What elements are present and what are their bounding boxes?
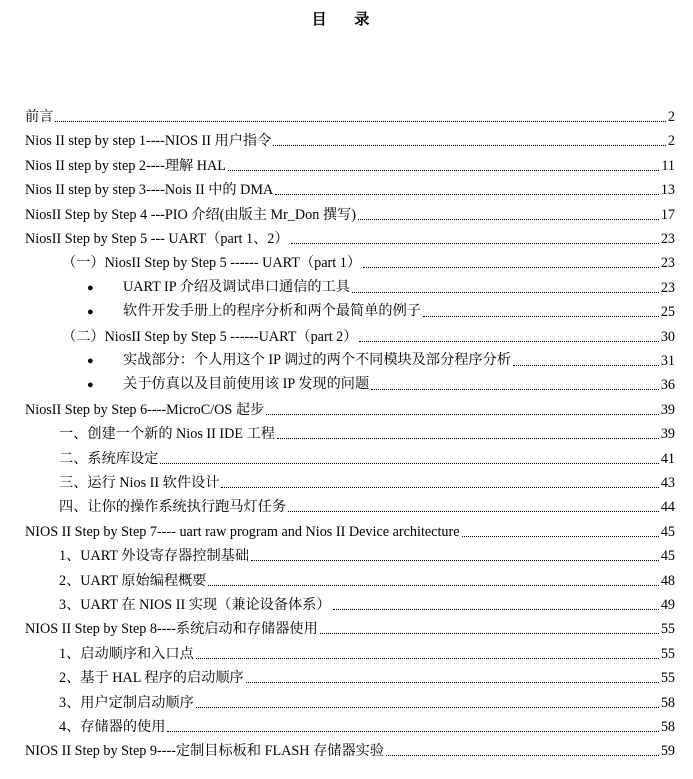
dot-leader: [160, 463, 658, 464]
toc-entry-label: [25, 742, 384, 760]
toc-entry-text: （二）NiosII Step by Step 5 ------UART（part 2）: [62, 328, 358, 345]
toc-entry-text: 1、启动顺序和入口点: [59, 645, 194, 662]
dot-leader: [291, 243, 659, 244]
toc-entry-label: [62, 328, 357, 346]
toc-entry-label: [25, 401, 264, 419]
toc-entry-page-number: 59: [660, 743, 675, 760]
dot-leader: [359, 341, 658, 342]
toc-entry-label: [25, 108, 53, 126]
toc-entry[interactable]: [0, 395, 675, 419]
toc-entry-label: [59, 547, 249, 565]
toc-entry-label: [59, 596, 331, 614]
toc-entry[interactable]: [0, 468, 675, 492]
toc-entry[interactable]: [0, 492, 675, 516]
toc-entry-label: [87, 278, 350, 297]
toc-entry[interactable]: [0, 126, 675, 150]
toc-entry-page-number: 58: [660, 719, 675, 735]
toc-entry-text: 4、存储器的使用: [59, 719, 166, 735]
toc-entry-text: Nios II step by step 1----NIOS II 用户指令: [25, 133, 272, 150]
toc-entry-page-number: 45: [660, 523, 675, 540]
dot-leader: [358, 219, 659, 220]
toc-entry[interactable]: [0, 102, 675, 126]
toc-entry-label: [25, 132, 271, 150]
dot-leader: [196, 707, 659, 708]
toc-entry-page-number: 2: [667, 133, 675, 150]
toc-entry-text: UART IP 介绍及调试串口通信的工具: [123, 278, 350, 295]
toc-entry[interactable]: [0, 175, 675, 199]
dot-leader: [246, 682, 659, 683]
toc-entry-label: [59, 425, 275, 443]
toc-entry[interactable]: [0, 200, 675, 224]
toc-entry-label: [25, 206, 356, 224]
dot-leader: [386, 755, 659, 756]
dot-leader: [333, 609, 659, 610]
bullet-icon: ●: [87, 355, 94, 367]
bullet-icon: ●: [87, 306, 94, 319]
toc-entry-text: 1、UART 外设寄存器控制基础: [59, 548, 250, 565]
toc-entry[interactable]: [0, 736, 675, 760]
toc-entry[interactable]: [0, 224, 675, 248]
toc-entry-page-number: 48: [660, 572, 675, 589]
toc-entry-text: 四、让你的操作系统执行跑马灯任务: [59, 499, 287, 516]
dot-leader: [423, 316, 659, 317]
toc-entry-page-number: 55: [660, 621, 675, 638]
page-title: 目 录: [311, 12, 382, 28]
toc-entry-label: [62, 254, 361, 272]
dot-leader: [167, 731, 658, 732]
toc-entry-text: 二、系统库设定: [59, 450, 159, 467]
dot-leader: [462, 536, 659, 537]
toc-entry-page-number: 39: [660, 401, 675, 418]
toc-entry-label: [87, 302, 421, 321]
toc-entry[interactable]: [0, 712, 675, 736]
toc-entry-label: [59, 645, 194, 663]
toc-entry-label: [59, 498, 286, 516]
toc-entry[interactable]: [0, 614, 675, 638]
toc-entry[interactable]: [0, 688, 675, 712]
toc-entry-text: 实战部分：个人用这个 IP 调过的两个不同模块及部分程序分析: [123, 352, 512, 368]
dot-leader: [273, 145, 666, 146]
toc-entry-text: 软件开发手册上的程序分析和两个最简单的例子: [123, 303, 421, 320]
toc-entry[interactable]: [0, 151, 675, 175]
toc-entry-label: [59, 718, 165, 736]
toc-entry-page-number: 44: [660, 499, 675, 516]
toc-entry-label: [25, 523, 460, 541]
toc-entry[interactable]: [0, 346, 675, 370]
toc-entry-label: [59, 474, 219, 492]
dot-leader: [277, 438, 659, 439]
toc-entry-text: 3、UART 在 NIOS II 实现（兼论设备体系）: [59, 597, 331, 613]
dot-leader: [320, 633, 659, 634]
toc-entry-page-number: 23: [660, 231, 675, 247]
toc-entry-label: [87, 375, 369, 394]
toc-entry[interactable]: [0, 590, 675, 614]
toc-entry-label: [59, 450, 158, 468]
toc-entry[interactable]: [0, 419, 675, 443]
toc-entry-text: 关于仿真以及目前使用该 IP 发现的问题: [123, 376, 370, 393]
toc-entry[interactable]: [0, 297, 675, 321]
bullet-icon: ●: [87, 379, 94, 392]
toc-entry-page-number: 55: [660, 670, 675, 687]
toc-entry[interactable]: [0, 370, 675, 394]
toc-entry[interactable]: [0, 517, 675, 541]
toc-entry-page-number: 13: [660, 182, 675, 199]
toc-entry-page-number: 23: [660, 255, 675, 272]
toc-entry-label: [59, 694, 194, 712]
toc-entry-page-number: 36: [660, 377, 675, 394]
dot-leader: [221, 487, 658, 488]
toc-entry-label: [59, 572, 206, 590]
toc-entry-text: NIOS II Step by Step 9----定制目标板和 FLASH 存储器实验: [25, 743, 385, 760]
toc-entry-page-number: 55: [660, 645, 675, 662]
dot-leader: [196, 658, 659, 659]
toc-entry[interactable]: [0, 248, 675, 272]
toc-entry-page-number: 45: [660, 548, 675, 565]
toc-entry-text: NIOS II Step by Step 7---- uart raw program and Nios II Device architecture: [25, 523, 460, 540]
toc-entry-text: NiosII Step by Step 6----MicroC/OS 起步: [25, 401, 265, 418]
toc-entry-page-number: 58: [660, 694, 675, 711]
toc-entry-text: 3、用户定制启动顺序: [59, 694, 194, 711]
toc-entry-page-number: 41: [660, 450, 675, 467]
dot-leader: [266, 414, 659, 415]
toc-entry-text: Nios II step by step 2----理解 HAL: [25, 157, 226, 174]
toc-entry-label: [25, 230, 289, 248]
toc-entry-text: NIOS II Step by Step 8----系统启动和存储器使用: [25, 621, 318, 638]
toc-entry-text: 一、创建一个新的 Nios II IDE 工程: [59, 426, 275, 443]
bullet-icon: ●: [87, 281, 94, 294]
toc-entry-page-number: 2: [667, 109, 675, 125]
toc-entry-text: （一）NiosII Step by Step 5 ------ UART（part 1）: [62, 255, 362, 272]
toc-entry-page-number: 23: [660, 279, 675, 296]
toc-entry-label: [25, 157, 226, 175]
toc-entry-page-number: 39: [660, 426, 675, 443]
dot-leader: [55, 121, 666, 122]
toc-entry[interactable]: [0, 444, 675, 468]
toc-entry[interactable]: [0, 566, 675, 590]
toc-entry-text: 2、UART 原始编程概要: [59, 572, 207, 589]
dot-leader: [352, 292, 659, 293]
dot-leader: [208, 585, 658, 586]
toc-entry[interactable]: [0, 322, 675, 346]
toc-entry-page-number: 25: [660, 304, 675, 321]
toc-entry-page-number: 17: [660, 206, 675, 223]
toc-entry-page-number: 31: [660, 353, 675, 369]
toc-entry[interactable]: [0, 273, 675, 297]
toc-entry-page-number: 43: [660, 475, 675, 491]
toc-entry-page-number: 49: [660, 597, 675, 613]
toc-entry-text: 前言: [25, 109, 54, 125]
toc-entry-page-number: 30: [660, 328, 675, 345]
toc-entry-text: 三、运行 Nios II 软件设计: [59, 475, 220, 491]
toc-entry-text: 2、基于 HAL 程序的启动顺序: [59, 670, 244, 687]
toc-entry[interactable]: [0, 663, 675, 687]
toc-entry[interactable]: [0, 541, 675, 565]
dot-leader: [251, 560, 659, 561]
dot-leader: [228, 170, 659, 171]
dot-leader: [288, 511, 659, 512]
toc-entry-text: NiosII Step by Step 4 ---PIO 介绍(由版主 Mr_Don 撰写): [25, 206, 357, 223]
toc-entry-label: [59, 669, 244, 687]
toc-entry-label: [25, 620, 318, 638]
toc-entry-page-number: 11: [661, 157, 675, 174]
dot-leader: [371, 389, 659, 390]
toc-entry-label: [25, 181, 273, 199]
dot-leader: [513, 365, 659, 366]
toc-entry-label: [87, 351, 511, 370]
toc-entry[interactable]: [0, 639, 675, 663]
toc-entry-text: Nios II step by step 3----Nois II 中的 DMA: [25, 182, 274, 199]
dot-leader: [275, 194, 659, 195]
dot-leader: [363, 267, 659, 268]
toc-entry-text: NiosII Step by Step 5 --- UART（part 1、2）: [25, 231, 289, 247]
